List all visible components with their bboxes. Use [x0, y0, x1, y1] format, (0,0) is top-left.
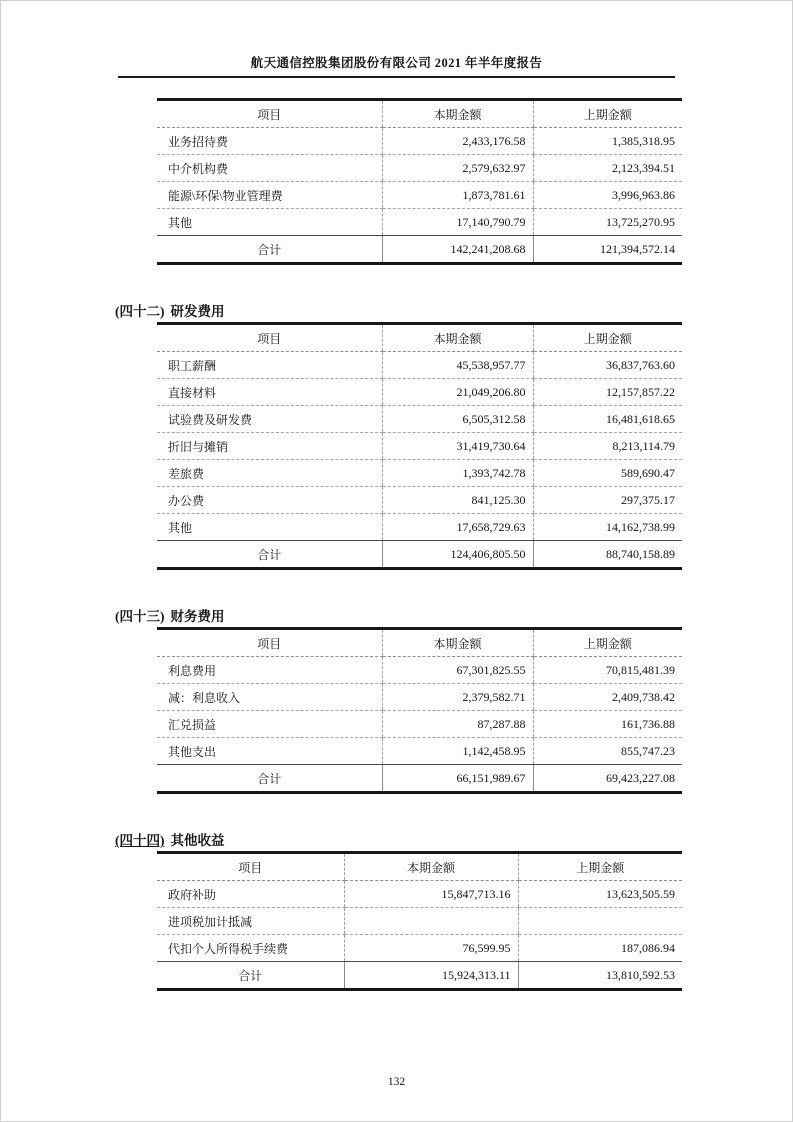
prior-amount-cell: 297,375.17 — [533, 487, 682, 514]
column-header: 上期金额 — [533, 629, 682, 657]
current-amount-cell: 87,287.88 — [382, 711, 533, 738]
expense-detail-table — [157, 98, 682, 265]
current-amount-cell: 17,140,790.79 — [382, 209, 533, 236]
prior-amount-cell — [518, 908, 682, 935]
prior-amount-cell: 589,690.47 — [533, 460, 682, 487]
column-header: 本期金额 — [382, 324, 533, 352]
item-cell: 试验费及研发费 — [157, 406, 382, 433]
table-row — [157, 684, 682, 711]
prior-amount-cell: 2,123,394.51 — [533, 155, 682, 182]
item-cell: 其他 — [157, 209, 382, 236]
header-row — [157, 324, 682, 352]
column-header: 项目 — [157, 324, 382, 352]
current-amount-cell: 6,505,312.58 — [382, 406, 533, 433]
section-heading-finance-expense — [115, 608, 793, 625]
item-cell: 直接材料 — [157, 379, 382, 406]
table-row — [157, 487, 682, 514]
total-current-amount-cell: 142,241,208.68 — [382, 236, 533, 264]
total-row — [157, 541, 682, 569]
item-cell: 进项税加计抵减 — [157, 908, 344, 935]
total-label-cell: 合计 — [257, 547, 282, 562]
table-row — [157, 406, 682, 433]
item-cell: 中介机构费 — [157, 155, 382, 182]
current-amount-cell: 45,538,957.77 — [382, 352, 533, 379]
table-row — [157, 738, 682, 765]
section-heading-other-income — [115, 832, 793, 849]
item-cell: 差旅费 — [157, 460, 382, 487]
table-row — [157, 657, 682, 684]
current-amount-cell — [344, 908, 518, 935]
table-row — [157, 460, 682, 487]
item-cell: 其他 — [157, 514, 382, 541]
current-amount-cell: 17,658,729.63 — [382, 514, 533, 541]
table-row — [157, 711, 682, 738]
prior-amount-cell: 2,409,738.42 — [533, 684, 682, 711]
table-row — [157, 908, 682, 935]
current-amount-cell: 1,142,458.95 — [382, 738, 533, 765]
prior-amount-cell: 13,623,505.59 — [518, 881, 682, 908]
section-heading-rd-expense — [115, 303, 793, 320]
section-number: (四十二) — [115, 304, 165, 319]
total-row — [157, 962, 682, 990]
column-header: 本期金额 — [382, 100, 533, 128]
current-amount-cell: 841,125.30 — [382, 487, 533, 514]
item-cell: 政府补助 — [157, 881, 344, 908]
item-cell: 折旧与摊销 — [157, 433, 382, 460]
column-header: 上期金额 — [533, 100, 682, 128]
table-row — [157, 209, 682, 236]
prior-amount-cell: 8,213,114.79 — [533, 433, 682, 460]
section-number: (四十三) — [115, 609, 165, 624]
header-row — [157, 629, 682, 657]
current-amount-cell: 2,379,582.71 — [382, 684, 533, 711]
table-row — [157, 935, 682, 962]
table-row — [157, 128, 682, 155]
total-prior-amount-cell: 121,394,572.14 — [533, 236, 682, 264]
current-amount-cell: 2,433,176.58 — [382, 128, 533, 155]
current-amount-cell: 76,599.95 — [344, 935, 518, 962]
section-number: (四十四) — [115, 833, 165, 848]
header-row — [157, 100, 682, 128]
total-row — [157, 765, 682, 793]
item-cell: 办公费 — [157, 487, 382, 514]
column-header: 上期金额 — [518, 853, 682, 881]
table-row — [157, 182, 682, 209]
total-current-amount-cell: 124,406,805.50 — [382, 541, 533, 569]
total-prior-amount-cell: 69,423,227.08 — [533, 765, 682, 793]
current-amount-cell: 1,393,742.78 — [382, 460, 533, 487]
prior-amount-cell: 161,736.88 — [533, 711, 682, 738]
total-row — [157, 236, 682, 264]
prior-amount-cell: 14,162,738.99 — [533, 514, 682, 541]
item-cell: 业务招待费 — [157, 128, 382, 155]
prior-amount-cell: 3,996,963.86 — [533, 182, 682, 209]
item-cell: 其他支出 — [157, 738, 382, 765]
finance-expense-table — [157, 627, 682, 794]
prior-amount-cell: 70,815,481.39 — [533, 657, 682, 684]
table-row — [157, 881, 682, 908]
total-label-cell: 合计 — [257, 771, 282, 786]
item-cell: 减：利息收入 — [157, 684, 382, 711]
current-amount-cell: 15,847,713.16 — [344, 881, 518, 908]
current-amount-cell: 2,579,632.97 — [382, 155, 533, 182]
item-cell: 职工薪酬 — [157, 352, 382, 379]
prior-amount-cell: 16,481,618.65 — [533, 406, 682, 433]
total-current-amount-cell: 15,924,313.11 — [344, 962, 518, 990]
section-title: 财务费用 — [170, 609, 225, 624]
page-number: 132 — [387, 1076, 406, 1088]
column-header: 本期金额 — [344, 853, 518, 881]
table-row — [157, 379, 682, 406]
table-row — [157, 352, 682, 379]
prior-amount-cell: 1,385,318.95 — [533, 128, 682, 155]
current-amount-cell: 21,049,206.80 — [382, 379, 533, 406]
column-header: 项目 — [157, 853, 344, 881]
section-title: 研发费用 — [170, 304, 225, 319]
item-cell: 能源\环保\物业管理费 — [157, 182, 382, 209]
prior-amount-cell: 36,837,763.60 — [533, 352, 682, 379]
total-label-cell: 合计 — [238, 968, 263, 983]
header-row — [157, 853, 682, 881]
total-prior-amount-cell: 88,740,158.89 — [533, 541, 682, 569]
current-amount-cell: 1,873,781.61 — [382, 182, 533, 209]
table-row — [157, 514, 682, 541]
header-rule — [118, 76, 675, 78]
page-header-title: 航天通信控股集团股份有限公司 2021 年半年度报告 — [250, 56, 543, 70]
current-amount-cell: 31,419,730.64 — [382, 433, 533, 460]
rd-expense-table — [157, 322, 682, 570]
column-header: 上期金额 — [533, 324, 682, 352]
other-income-table — [157, 851, 682, 991]
item-cell: 代扣个人所得税手续费 — [157, 935, 344, 962]
column-header: 项目 — [157, 629, 382, 657]
table-row — [157, 155, 682, 182]
prior-amount-cell: 187,086.94 — [518, 935, 682, 962]
column-header: 本期金额 — [382, 629, 533, 657]
column-header: 项目 — [157, 100, 382, 128]
table-row — [157, 433, 682, 460]
prior-amount-cell: 855,747.23 — [533, 738, 682, 765]
total-current-amount-cell: 66,151,989.67 — [382, 765, 533, 793]
current-amount-cell: 67,301,825.55 — [382, 657, 533, 684]
total-prior-amount-cell: 13,810,592.53 — [518, 962, 682, 990]
section-title: 其他收益 — [170, 833, 225, 848]
total-label-cell: 合计 — [257, 242, 282, 257]
item-cell: 汇兑损益 — [157, 711, 382, 738]
item-cell: 利息费用 — [157, 657, 382, 684]
prior-amount-cell: 13,725,270.95 — [533, 209, 682, 236]
prior-amount-cell: 12,157,857.22 — [533, 379, 682, 406]
